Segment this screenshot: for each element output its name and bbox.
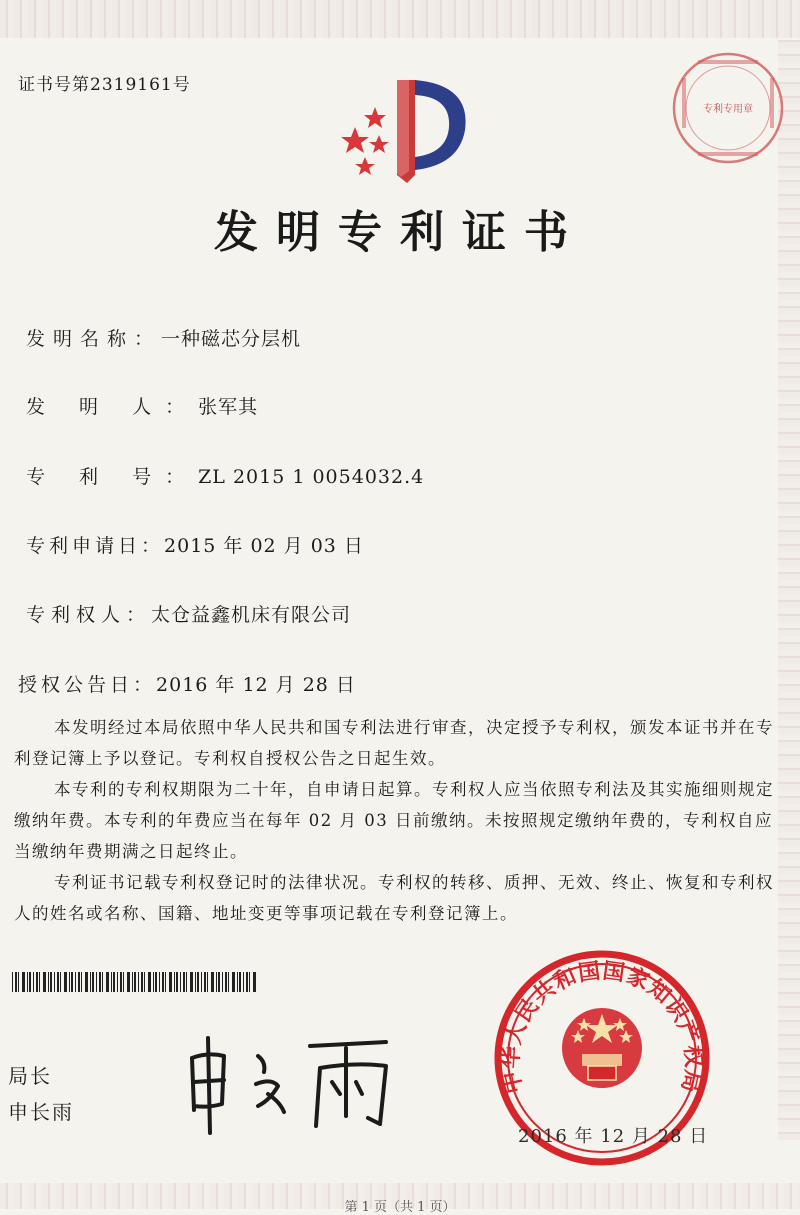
body-paragraph-2: 本专利的专利权期限为二十年，自申请日起算。专利权人应当依照专利法及其实施细则规定缴纳年费。本专利的年费应当在每年 02 月 03 日前缴纳。未按照规定缴纳年费的，专利权自应当缴纳年费期满之日起终止。 [14, 780, 774, 861]
patentee-value: 太仓益鑫机床有限公司 [151, 604, 352, 626]
certificate-number: 证书号第2319161号 [18, 75, 191, 95]
certificate-body [14, 712, 774, 929]
patent-stamp-text: 专利专用章 [703, 104, 753, 115]
invention-name-label: 发明名称： [26, 328, 162, 350]
signatory-title: 局长 [8, 1064, 52, 1088]
patent-number-field [26, 462, 424, 489]
patent-number-value: ZL 2015 1 0054032.4 [198, 466, 425, 488]
grant-date-field [18, 670, 356, 697]
seal-date: 2016 年 12 月 28 日 [518, 1126, 709, 1147]
application-date-field [26, 531, 364, 558]
application-date-label: 专利申请日： [26, 535, 165, 557]
application-date-value: 2015 年 02 月 03 日 [164, 535, 364, 557]
invention-name-field [26, 324, 301, 351]
barcode [12, 972, 260, 992]
page-footer: 第 1 页（共 1 页） [344, 1200, 456, 1215]
patent-number-label: 专 利 号： [26, 466, 199, 488]
grant-date-value: 2016 年 12 月 28 日 [156, 674, 356, 696]
body-paragraph-3: 专利证书记载专利权登记时的法律状况。专利权的转移、质押、无效、终止、恢复和专利权人的姓名或名称、国籍、地址变更等事项记载在专利登记簿上。 [14, 873, 774, 923]
patent-office-emblem-icon [335, 75, 485, 185]
certificate-title: 发明专利证书 [214, 207, 586, 258]
patent-stamp [668, 48, 788, 168]
grant-date-label: 授权公告日： [18, 674, 157, 696]
invention-name-value: 一种磁芯分层机 [161, 328, 302, 350]
director-signature [180, 1028, 410, 1138]
inventor-value: 张军其 [198, 396, 259, 418]
decorative-border-top [0, 0, 800, 38]
patentee-field [26, 600, 351, 627]
national-emblem-icon [562, 1008, 642, 1088]
inventor-label: 发 明 人： [26, 396, 199, 418]
seal-text: 中华人民共和国国家知识产权局 [498, 958, 706, 1096]
body-paragraph-1: 本发明经过本局依照中华人民共和国专利法进行审查，决定授予专利权，颁发本证书并在专利登记簿上予以登记。专利权自授权公告之日起生效。 [14, 718, 774, 768]
patentee-label: 专利权人： [26, 604, 152, 626]
inventor-field [26, 392, 258, 419]
signatory-name: 申长雨 [8, 1100, 74, 1124]
